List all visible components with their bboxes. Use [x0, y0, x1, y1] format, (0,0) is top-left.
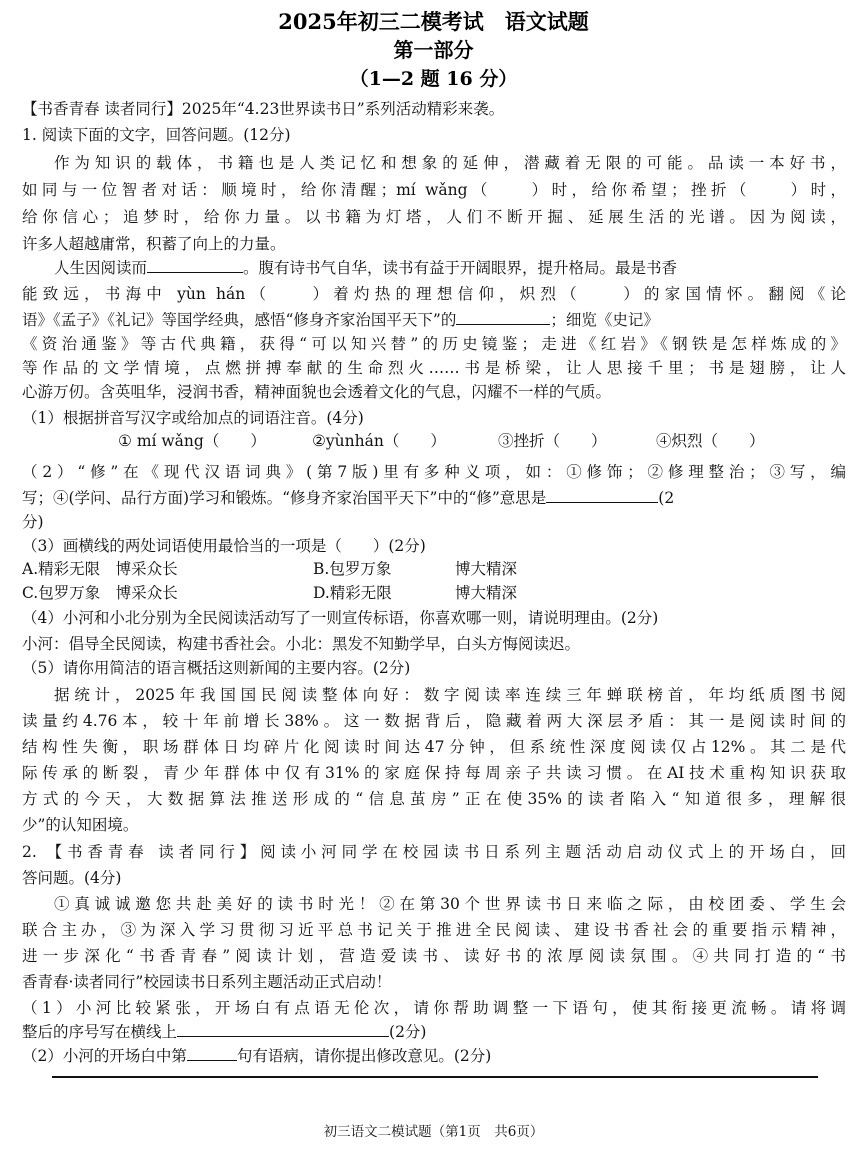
exam-title: 2025年初三二模考试 语文试题 [278, 9, 589, 34]
option-d: D.精彩无限 [313, 584, 392, 602]
news-line: 方式的今天，大数据算法推送形成的“信息茧房”正在使35%的读者陷入“知道很多，理解很 [22, 790, 846, 808]
news-line: 结构性失衡，职场群体日均碎片化阅读时间达47分钟，但系统性深度阅读仅占12%。其二是代 [22, 738, 846, 756]
q1-sub4-label: （4）小河和小北分别为全民阅读活动写了一则宣传标语，你喜欢哪一则，请说明理由。(2分) [22, 609, 659, 627]
q1-para2-line: 心游万仞。含英咀华，浸润书香，精神面貌也会透着文化的气息，闪耀不一样的气质。 [22, 383, 612, 401]
pinyin-item: ②yùnhán（ ） [312, 432, 446, 450]
q1-para2-line: 语》《孟子》《礼记》等国学经典，感悟“修身齐家治国平天下”的 ；细览《史记》 [22, 311, 659, 329]
q1-para1-line: 许多人超越庸常，积蓄了向上的力量。 [22, 235, 286, 253]
q1-para2-line: 等作品的文学情境，点燃拼搏奉献的生命烈火……书是桥梁，让人思接千里；书是翅膀，让人 [22, 359, 846, 377]
option-b: B.包罗万象 [313, 560, 392, 578]
score-range: （1—2 题 16 分） [349, 68, 518, 90]
q1-sub3-label: （3）画横线的两处词语使用最恰当的一项是（ ）(2分) [22, 537, 426, 555]
q2-sub2-line: （2）小河的开场白中第 句有语病，请你提出修改意见。(2分) [22, 1047, 492, 1065]
q2-passage-line: 联合主办，③为深入学习贯彻习近平总书记关于推进全民阅读、建设书香社会的重要指示精神， [22, 921, 846, 939]
q1-para1-line: 如同与一位智者对话：顺境时，给你清醒；mí wǎng（ ）时，给你希望；挫折（ ）时， [22, 181, 846, 199]
q1-para2-line: 《资治通鉴》等古代典籍，获得“可以知兴替”的历史镜鉴；走进《红岩》《钢铁是怎样炼成的》 [22, 335, 846, 353]
q2-passage-line: ①真诚诚邀您共赴美好的读书时光！②在第30个世界读书日来临之际，由校团委、学生会 [54, 895, 846, 913]
answer-blank[interactable] [456, 310, 550, 325]
part-heading: 第一部分 [393, 38, 474, 62]
news-line: 据统计，2025年我国国民阅读整体向好：数字阅读率连续三年蝉联榜首，年均纸质图书阅 [54, 686, 846, 704]
news-line: 少”的认知困境。 [22, 816, 139, 834]
q1-para1-line: 给你信心；追梦时，给你力量。以书籍为灯塔，人们不断开掘、延展生活的光谱。因为阅读， [22, 208, 846, 226]
q1-para1-line: 作为知识的载体，书籍也是人类记忆和想象的延伸，潜藏着无限的可能。品读一本好书， [54, 154, 846, 172]
q1-para2-line: 人生因阅读而 。腹有诗书气自华，读书有益于开阔眼界，提升格局。最是书香 [54, 259, 678, 277]
q1-sub1-label: （1）根据拼音写汉字或给加点的词语注音。(4分) [22, 409, 364, 427]
q2-stem: 答问题。(4分) [22, 869, 122, 887]
q1-sub2-line: （2）“修”在《现代汉语词典》(第7版)里有多种义项，如：①修饰；②修理整治；③写，编 [22, 463, 846, 481]
q1-sub5-label: （5）请你用简洁的语言概括这则新闻的主要内容。(2分) [22, 659, 411, 677]
pinyin-item: ③挫折（ ） [498, 432, 607, 450]
pinyin-item: ④炽烈（ ） [656, 432, 765, 450]
pinyin-item: ① mí wǎng（ ） [118, 432, 266, 450]
q1-sub4-slogans: 小河：倡导全民阅读，构建书香社会。小北：黑发不知勤学早，白头方悔阅读迟。 [22, 635, 581, 653]
option-c: C.包罗万象 博采众长 [22, 584, 178, 602]
option-b-second: 博大精深 [455, 560, 518, 578]
answer-blank[interactable] [187, 1046, 237, 1061]
q1-para2-line: 能致远，书海中 yùn hán（ ）着灼热的理想信仰，炽烈（ ）的家国情怀。翻阅《论 [22, 285, 846, 303]
q2-sub1-line: （1）小河比较紧张，开场白有点语无伦次，请你帮助调整一下语句，使其衔接更流畅。请将调 [22, 999, 846, 1017]
news-line: 读量约4.76本，较十年前增长38%。这一数据背后，隐藏着两大深层矛盾：其一是阅读时间的 [22, 712, 846, 730]
answer-blank[interactable] [546, 488, 658, 503]
q2-stem: 2. 【书香青春 读者同行】阅读小河同学在校园读书日系列主题活动启动仪式上的开场白，回 [22, 843, 846, 861]
footer-divider [52, 1076, 818, 1078]
q1-sub2-line: 分) [22, 513, 44, 531]
option-a: A.精彩无限 博采众长 [22, 560, 178, 578]
q1-sub2-line: 写；④(学问、品行方面)学习和锻炼。“修身齐家治国平天下”中的“修”意思是 (2 [22, 489, 675, 507]
q2-sub1-line: 整后的序号写在横线上 (2分) [22, 1023, 427, 1041]
intro-line: 【书香青春 读者同行】2025年“4.23世界读书日”系列活动精彩来袭。 [22, 100, 505, 118]
news-line: 际传承的断裂，青少年群体中仅有31%的家庭保持每周亲子共读习惯。在AI技术重构知识获取 [22, 764, 846, 782]
page-footer: 初三语文二模试题（第1页 共6页） [323, 1124, 544, 1140]
answer-blank[interactable] [177, 1022, 389, 1037]
q2-passage-line: 香青春·读者同行”校园读书日系列主题活动正式启动！ [22, 973, 392, 991]
option-d-second: 博大精深 [455, 584, 518, 602]
answer-blank[interactable] [147, 258, 243, 273]
q2-passage-line: 进一步深化“书香青春”阅读计划，营造爱读书、读好书的浓厚阅读氛围。④共同打造的“书 [22, 947, 846, 965]
q1-stem: 1. 阅读下面的文字，回答问题。(12分) [22, 126, 291, 144]
